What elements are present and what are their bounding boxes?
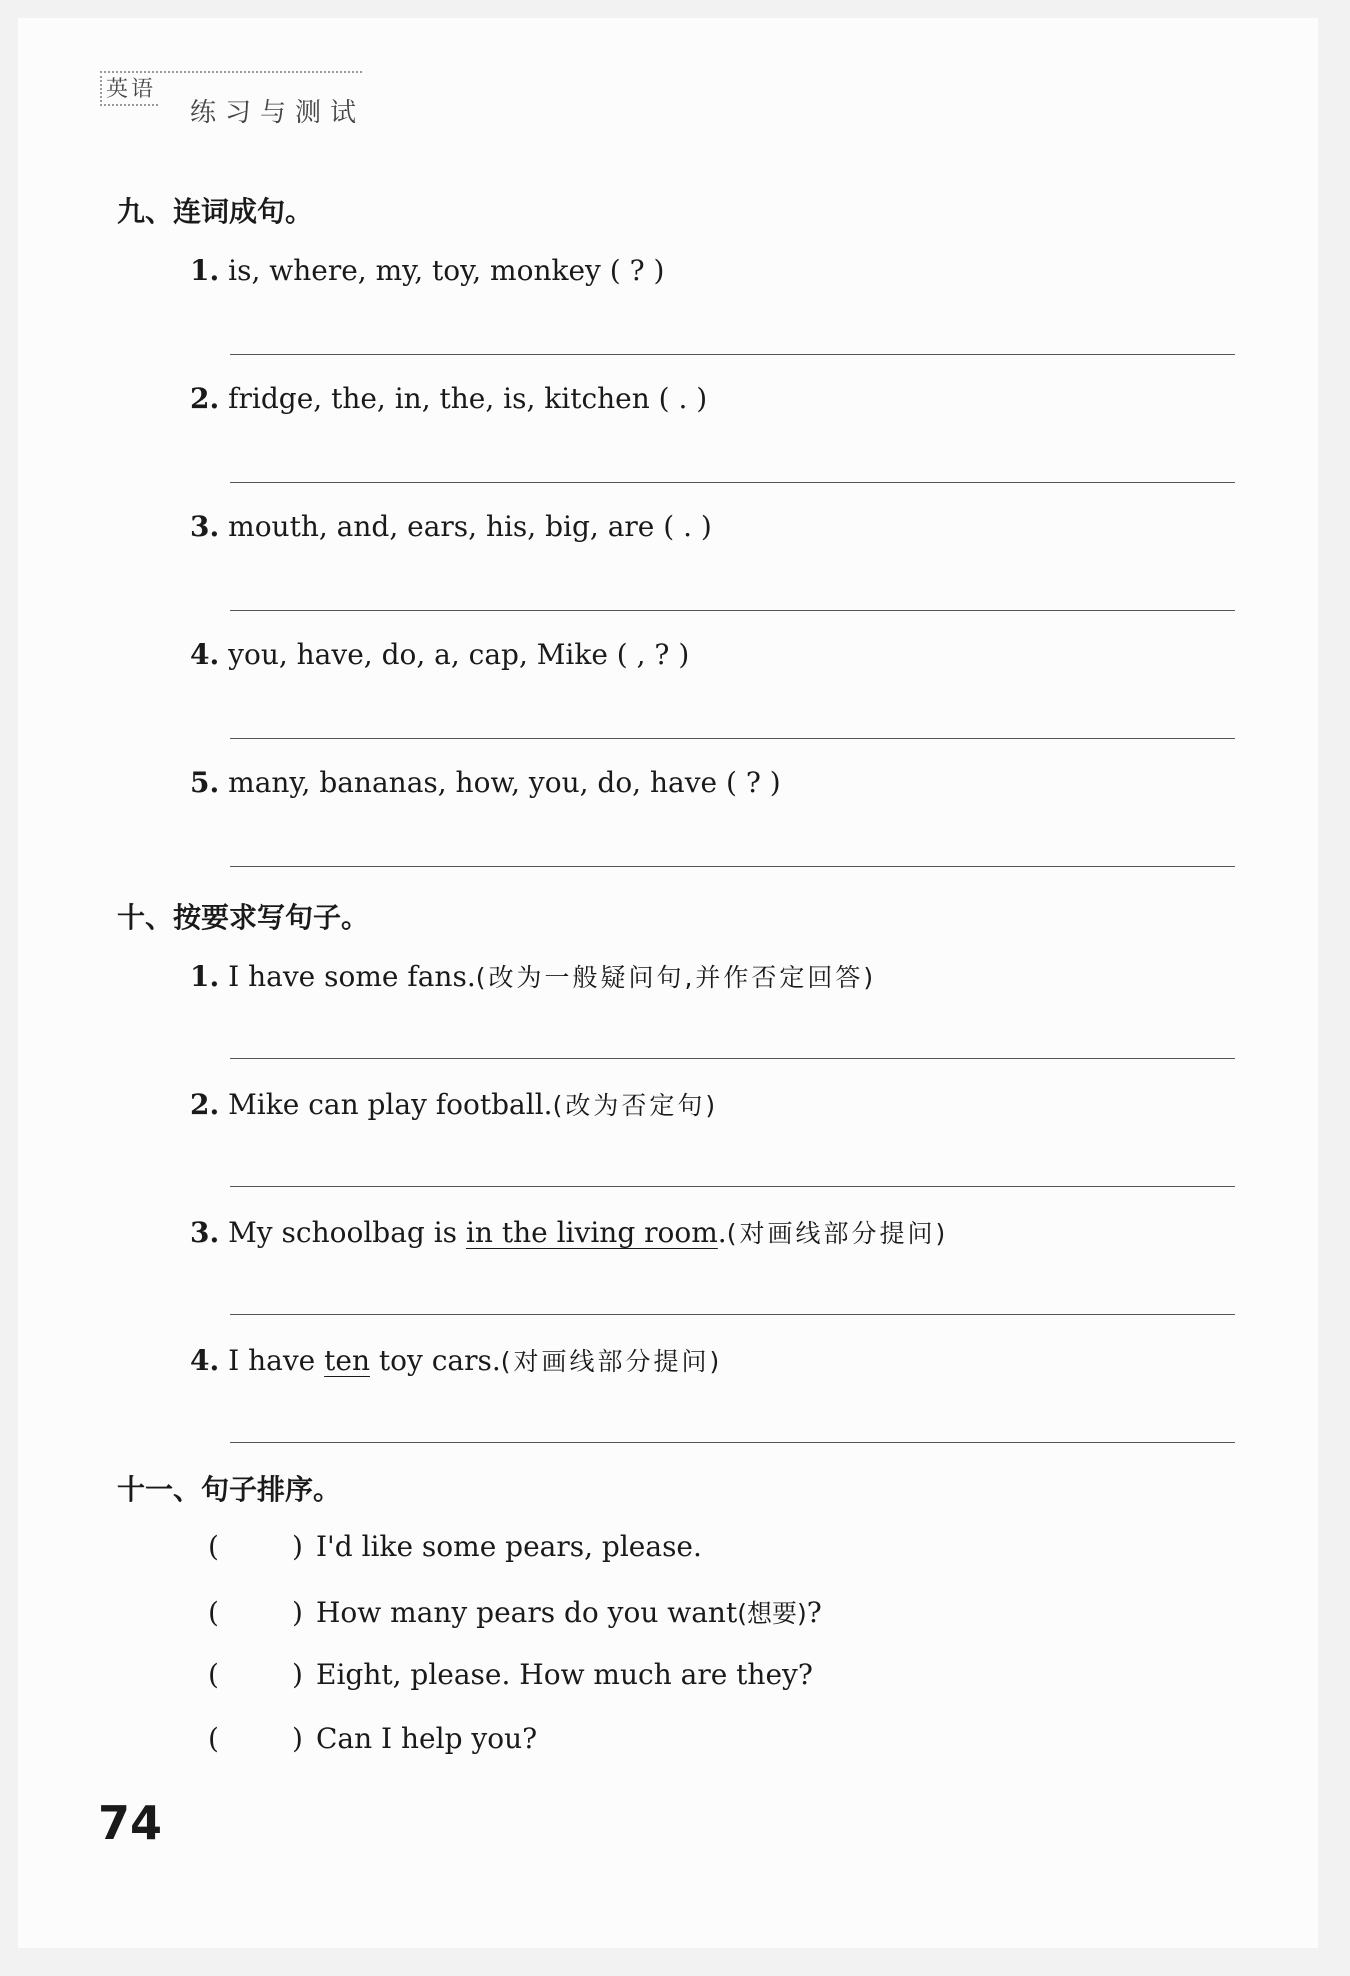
s10-question-4: [190, 1342, 722, 1378]
question-text: Mike can play football.: [228, 1088, 553, 1121]
order-sentence: How many pears do you want: [316, 1596, 738, 1629]
order-blank-close: ): [292, 1530, 303, 1563]
question-text: many, bananas, how, you, do, have ( ? ): [228, 766, 781, 799]
order-item-4: [208, 1722, 537, 1755]
s10-question-3: [190, 1214, 948, 1250]
s9-answer-line-1[interactable]: [230, 354, 1235, 355]
header-series-title: 练习与测试: [190, 98, 366, 128]
question-instruction: (改为否定句): [552, 1091, 719, 1120]
order-blank-close: ): [292, 1722, 303, 1755]
s9-question-4: [190, 638, 689, 671]
question-number: 3.: [190, 510, 220, 543]
header-subject: 英语: [100, 76, 158, 106]
order-sentence: I'd like some pears, please.: [316, 1530, 702, 1563]
s10-answer-line-3[interactable]: [230, 1314, 1235, 1315]
question-number: 4.: [190, 638, 220, 671]
underlined-phrase: in the living room: [465, 1216, 718, 1249]
order-item-2: [208, 1594, 822, 1630]
order-item-1: [208, 1530, 702, 1563]
s10-answer-line-4[interactable]: [230, 1442, 1235, 1443]
s9-question-3: [190, 510, 712, 543]
order-gloss: (想要): [737, 1599, 807, 1628]
question-instruction: (对画线部分提问): [726, 1219, 949, 1248]
s10-question-1: [190, 958, 876, 994]
s9-question-1: [190, 254, 664, 287]
order-blank-close: ): [292, 1658, 303, 1691]
question-text: fridge, the, in, the, is, kitchen ( . ): [228, 382, 708, 415]
question-number: 2.: [190, 1088, 220, 1121]
page-number: 74: [98, 1796, 163, 1850]
question-number: 3.: [190, 1216, 220, 1249]
question-instruction: (对画线部分提问): [500, 1347, 723, 1376]
question-text-post: toy cars.: [369, 1344, 501, 1377]
section-11-title: 十一、句子排序。: [117, 1473, 342, 1506]
s9-question-5: [190, 766, 781, 799]
question-text-post: .: [717, 1216, 727, 1249]
header-dotted-rule: [100, 71, 362, 73]
question-number: 4.: [190, 1344, 220, 1377]
order-blank-close: ): [292, 1596, 303, 1629]
question-text: I have some fans.: [228, 960, 476, 993]
question-text-pre: I have: [228, 1344, 325, 1377]
order-sentence: Can I help you?: [316, 1722, 538, 1755]
question-number: 1.: [190, 960, 220, 993]
question-text: you, have, do, a, cap, Mike ( , ? ): [228, 638, 690, 671]
question-number: 2.: [190, 382, 220, 415]
order-item-3: [208, 1658, 813, 1691]
question-instruction: (改为一般疑问句,并作否定回答): [475, 963, 877, 992]
order-sentence: Eight, please. How much are they?: [316, 1658, 813, 1691]
s9-answer-line-3[interactable]: [230, 610, 1235, 611]
order-sentence-end: ?: [806, 1596, 822, 1629]
order-blank-open[interactable]: (: [208, 1658, 219, 1691]
question-number: 5.: [190, 766, 220, 799]
question-number: 1.: [190, 254, 220, 287]
order-blank-open[interactable]: (: [208, 1596, 219, 1629]
s9-question-2: [190, 382, 707, 415]
s9-answer-line-5[interactable]: [230, 866, 1235, 867]
question-text-pre: My schoolbag is: [228, 1216, 466, 1249]
s9-answer-line-4[interactable]: [230, 738, 1235, 739]
order-blank-open[interactable]: (: [208, 1530, 219, 1563]
question-text: mouth, and, ears, his, big, are ( . ): [228, 510, 712, 543]
s10-answer-line-2[interactable]: [230, 1186, 1235, 1187]
order-blank-open[interactable]: (: [208, 1722, 219, 1755]
question-text: is, where, my, toy, monkey ( ? ): [228, 254, 665, 287]
section-9-title: 九、连词成句。: [117, 195, 314, 228]
s10-question-2: [190, 1086, 718, 1122]
s9-answer-line-2[interactable]: [230, 482, 1235, 483]
section-10-title: 十、按要求写句子。: [117, 901, 370, 934]
s10-answer-line-1[interactable]: [230, 1058, 1235, 1059]
underlined-phrase: ten: [324, 1344, 370, 1377]
